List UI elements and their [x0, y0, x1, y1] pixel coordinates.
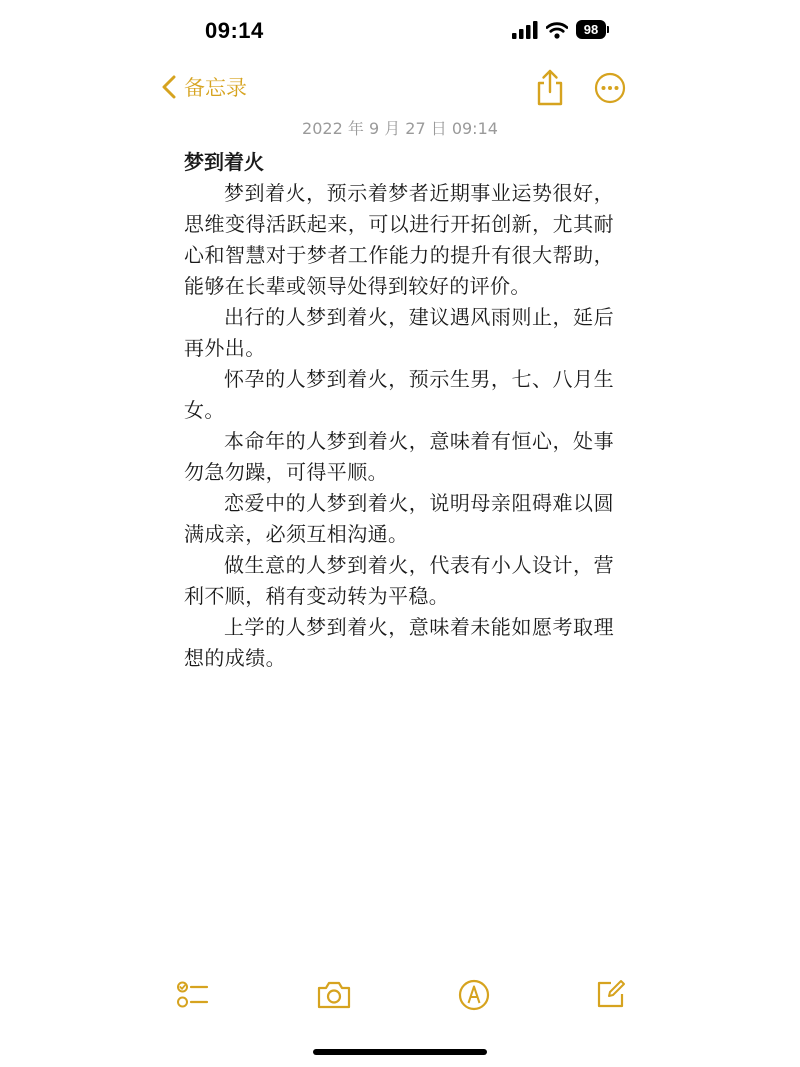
- battery-indicator: [576, 20, 609, 39]
- note-paragraph: 梦到着火，预示着梦者近期事业运势很好，思维变得活跃起来，可以进行开拓创新，尤其耐心和智慧对于梦者工作能力的提升有很大帮助，能够在长辈或领导处得到较好的评价。: [184, 181, 614, 298]
- more-icon: [594, 72, 626, 104]
- nav-bar: [0, 64, 800, 114]
- status-bar: [0, 0, 800, 70]
- note-paragraph: 上学的人梦到着火，意味着未能如愿考取理想的成绩。: [184, 615, 614, 670]
- back-button[interactable]: [162, 72, 247, 102]
- checklist-icon: [176, 978, 210, 1012]
- markup-icon: [457, 978, 491, 1012]
- status-time: 09:14: [205, 18, 264, 43]
- note-paragraph: 恋爱中的人梦到着火，说明母亲阻碍难以圆满成亲，必须互相沟通。: [184, 491, 614, 546]
- camera-icon: [316, 978, 352, 1012]
- note-paragraph: 怀孕的人梦到着火，预示生男，七、八月生女。: [184, 367, 614, 422]
- note-paragraph: 本命年的人梦到着火，意味着有恒心，处事勿急勿躁，可得平顺。: [184, 429, 614, 484]
- markup-button[interactable]: [457, 978, 491, 1016]
- back-label: 备忘录: [184, 76, 247, 100]
- note-title: 梦到着火: [184, 150, 264, 174]
- compose-icon: [595, 978, 627, 1010]
- note-paragraph: 出行的人梦到着火，建议遇风雨则止，延后再外出。: [184, 305, 614, 360]
- note-paragraph: 做生意的人梦到着火，代表有小人设计，营利不顺，稍有变动转为平稳。: [184, 553, 614, 608]
- chevron-left-icon: [162, 75, 176, 99]
- note-body[interactable]: [184, 146, 614, 674]
- bottom-toolbar: [0, 978, 800, 1018]
- battery-level: 98: [576, 20, 606, 39]
- camera-button[interactable]: [316, 978, 352, 1016]
- checklist-button[interactable]: [176, 978, 210, 1016]
- status-icons: [512, 20, 609, 39]
- battery-tip: [607, 26, 609, 33]
- signal-icon: [512, 21, 538, 39]
- compose-button[interactable]: [595, 978, 627, 1014]
- share-button[interactable]: [533, 68, 567, 112]
- note-date: 2022 年 9 月 27 日 09:14: [302, 119, 498, 138]
- share-icon: [533, 68, 567, 108]
- more-button[interactable]: [594, 72, 626, 108]
- home-indicator[interactable]: [313, 1049, 487, 1055]
- wifi-icon: [546, 21, 568, 39]
